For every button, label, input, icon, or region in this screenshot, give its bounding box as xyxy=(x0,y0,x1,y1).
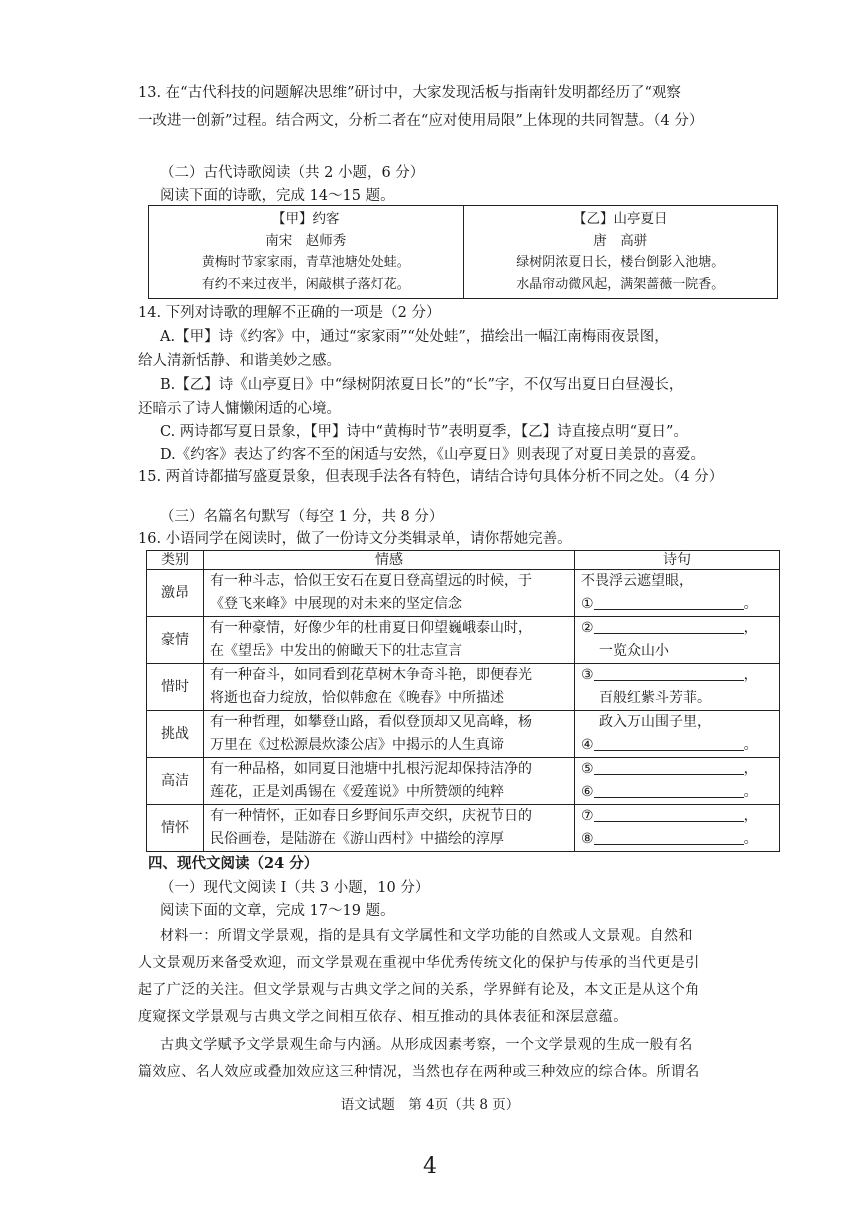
blank-number: ⑦ xyxy=(581,808,594,824)
answer-blank-6[interactable] xyxy=(594,783,744,798)
header-category: 类别 xyxy=(147,551,204,570)
answer-blank-8[interactable] xyxy=(594,830,744,845)
q13-line1: 13. 在“古代科技的问题解决思维”研讨中，大家发现活板与指南针发明都经历了“观察 xyxy=(138,85,681,101)
punct: 。 xyxy=(743,737,758,753)
row-category: 挑战 xyxy=(147,711,204,758)
poem-jia xyxy=(149,206,463,298)
table-header-row xyxy=(147,551,780,570)
section-4-subtitle: （一）现代文阅读 Ⅰ（共 3 小题，10 分） xyxy=(160,880,430,896)
q14-stem: 14. 下列对诗歌的理解不正确的一项是（2 分） xyxy=(138,305,441,321)
table-row xyxy=(147,617,780,664)
row-emotion: 《登飞来峰》中展现的对未来的坚定信念 xyxy=(210,596,462,612)
answer-blank-5[interactable] xyxy=(594,760,744,775)
poem-title: 【甲】约客 xyxy=(272,211,340,227)
answer-blank-7[interactable] xyxy=(594,807,744,822)
q16-stem: 16. 小语同学在阅读时，做了一份诗文分类辑录单，请你帮她完善。 xyxy=(138,531,572,547)
table-row xyxy=(147,805,780,852)
section-2-instruction: 阅读下面的诗歌，完成 14～15 题。 xyxy=(160,188,395,204)
punct: ， xyxy=(743,761,758,777)
section-4-title: 四、现代文阅读（24 分） xyxy=(148,855,319,872)
header-emotion: 情感 xyxy=(204,551,575,570)
row-verse: 一览众山小 xyxy=(599,643,669,659)
blank-number: ④ xyxy=(581,737,594,753)
poem-title: 【乙】山亭夏日 xyxy=(573,211,668,227)
page-footer: 语文试题 第 4页（共 8 页） xyxy=(340,1097,520,1113)
blank-number: ⑤ xyxy=(581,761,594,777)
article-line: 起了广泛的关注。但文学景观与古典文学之间的关系，学界鲜有论及，本文正是从这个角 xyxy=(138,982,700,998)
table-row xyxy=(147,711,780,758)
row-emotion: 莲花，正是刘禹锡在《爱莲说》中所赞颂的纯粹 xyxy=(210,784,504,800)
punct: 。 xyxy=(743,831,758,847)
row-verse: 百般红紫斗芳菲。 xyxy=(599,690,711,706)
section-3-title: （三）名篇名句默写（每空 1 分，共 8 分） xyxy=(160,509,444,525)
answer-blank-3[interactable] xyxy=(594,666,744,681)
answer-blank-2[interactable] xyxy=(594,619,744,634)
q13-line2: 一改进一创新”过程。结合两文，分析二者在“应对使用局限”上体现的共同智慧。（4 分） xyxy=(138,113,704,129)
row-emotion: 万里在《过松源晨炊漆公店》中揭示的人生真谛 xyxy=(210,737,504,753)
row-category: 豪情 xyxy=(147,617,204,664)
row-emotion: 有一种斗志，恰似王安石在夏日登高望远的时候，于 xyxy=(210,573,532,589)
poem-line: 有约不来过夜半，闲敲棋子落灯花。 xyxy=(201,277,410,292)
row-category: 激昂 xyxy=(147,570,204,617)
article-line: 古典文学赋予文学景观生命与内涵。从形成因素考察，一个文学景观的生成一般有名 xyxy=(160,1037,693,1053)
q14-option-a-cont: 给人清新恬静、和谐美妙之感。 xyxy=(138,353,341,369)
article-line: 度窥探文学景观与古典文学之间相互依存、相互推动的具体表征和深层意蕴。 xyxy=(138,1009,628,1025)
punct: ， xyxy=(743,667,758,683)
poem-line: 黄梅时节家家雨，青草池塘处处蛙。 xyxy=(201,255,410,270)
table-row xyxy=(147,664,780,711)
row-emotion: 在《望岳》中发出的俯瞰天下的壮志宣言 xyxy=(210,643,462,659)
poem-line: 水晶帘动微风起，满架蔷薇一院香。 xyxy=(516,277,725,292)
q14-option-c: C. 两诗都写夏日景象，【甲】诗中“黄梅时节”表明夏季，【乙】诗直接点明“夏日”。 xyxy=(160,424,688,440)
row-emotion: 将逝也奋力绽放，恰似韩愈在《晚春》中所描述 xyxy=(210,690,504,706)
answer-blank-4[interactable] xyxy=(594,736,744,751)
article-line: 人文景观历来备受欢迎，而文学景观在重视中华优秀传统文化的保护与传承的当代更是引 xyxy=(138,955,700,971)
article-line: 篇效应、名人效应或叠加效应这三种情况，当然也存在两种或三种效应的综合体。所谓名 xyxy=(138,1064,700,1080)
row-category: 惜时 xyxy=(147,664,204,711)
blank-number: ⑧ xyxy=(581,831,594,847)
q15: 15. 两首诗都描写盛夏景象，但表现手法各有特色，请结合诗句具体分析不同之处。（4 分） xyxy=(138,469,724,485)
poem-yi xyxy=(463,206,778,298)
row-emotion: 有一种奋斗，如同看到花草树木争奇斗艳，即便春光 xyxy=(210,667,532,683)
poem-author: 唐 高骈 xyxy=(593,233,648,249)
article-line: 材料一：所谓文学景观，指的是具有文学属性和文学功能的自然或人文景观。自然和 xyxy=(160,928,693,944)
blank-number: ② xyxy=(581,620,594,636)
blank-number: ⑥ xyxy=(581,784,594,800)
row-emotion: 有一种品格，如同夏日池塘中扎根污泥却保持洁净的 xyxy=(210,761,532,777)
q14-option-d: D.《约客》表达了约客不至的闲适与安然，《山亭夏日》则表现了对夏日美景的喜爱。 xyxy=(160,447,705,463)
q14-option-b: B.【乙】诗《山亭夏日》中“绿树阴浓夏日长”的“长”字，不仅写出夏日白昼漫长， xyxy=(160,377,684,393)
table-row xyxy=(147,758,780,805)
row-emotion: 有一种情怀，正如春日乡野间乐声交织，庆祝节日的 xyxy=(210,808,532,824)
classification-table xyxy=(146,550,780,852)
row-emotion: 民俗画卷，是陆游在《游山西村》中描绘的淳厚 xyxy=(210,831,504,847)
poem-box xyxy=(148,205,778,299)
header-verse: 诗句 xyxy=(575,551,780,570)
section-4-instruction: 阅读下面的文章，完成 17～19 题。 xyxy=(160,903,395,919)
punct: ， xyxy=(743,808,758,824)
q14-option-a: A.【甲】诗《约客》中，通过“家家雨”“处处蛙”，描绘出一幅江南梅雨夜景图， xyxy=(160,329,669,345)
table-row xyxy=(147,570,780,617)
row-category: 高洁 xyxy=(147,758,204,805)
row-category: 情怀 xyxy=(147,805,204,852)
row-emotion: 有一种哲理，如攀登山路，看似登顶却又见高峰，杨 xyxy=(210,714,532,730)
poem-author: 南宋 赵师秀 xyxy=(265,233,347,249)
section-2-title: （二）古代诗歌阅读（共 2 小题，6 分） xyxy=(160,165,425,181)
blank-number: ③ xyxy=(581,667,594,683)
poem-line: 绿树阴浓夏日长，楼台倒影入池塘。 xyxy=(516,255,725,270)
punct: 。 xyxy=(743,784,758,800)
answer-blank-1[interactable] xyxy=(594,595,744,610)
punct: ， xyxy=(743,620,758,636)
blank-number: ① xyxy=(581,596,594,612)
q14-option-b-cont: 还暗示了诗人慵懒闲适的心境。 xyxy=(138,401,341,417)
row-verse: 不畏浮云遮望眼， xyxy=(581,573,693,589)
page-number: 4 xyxy=(423,1154,437,1179)
punct: 。 xyxy=(743,596,758,612)
row-verse: 政入万山围子里， xyxy=(599,714,711,730)
row-emotion: 有一种豪情，好像少年的杜甫夏日仰望巍峨泰山时， xyxy=(210,620,532,636)
